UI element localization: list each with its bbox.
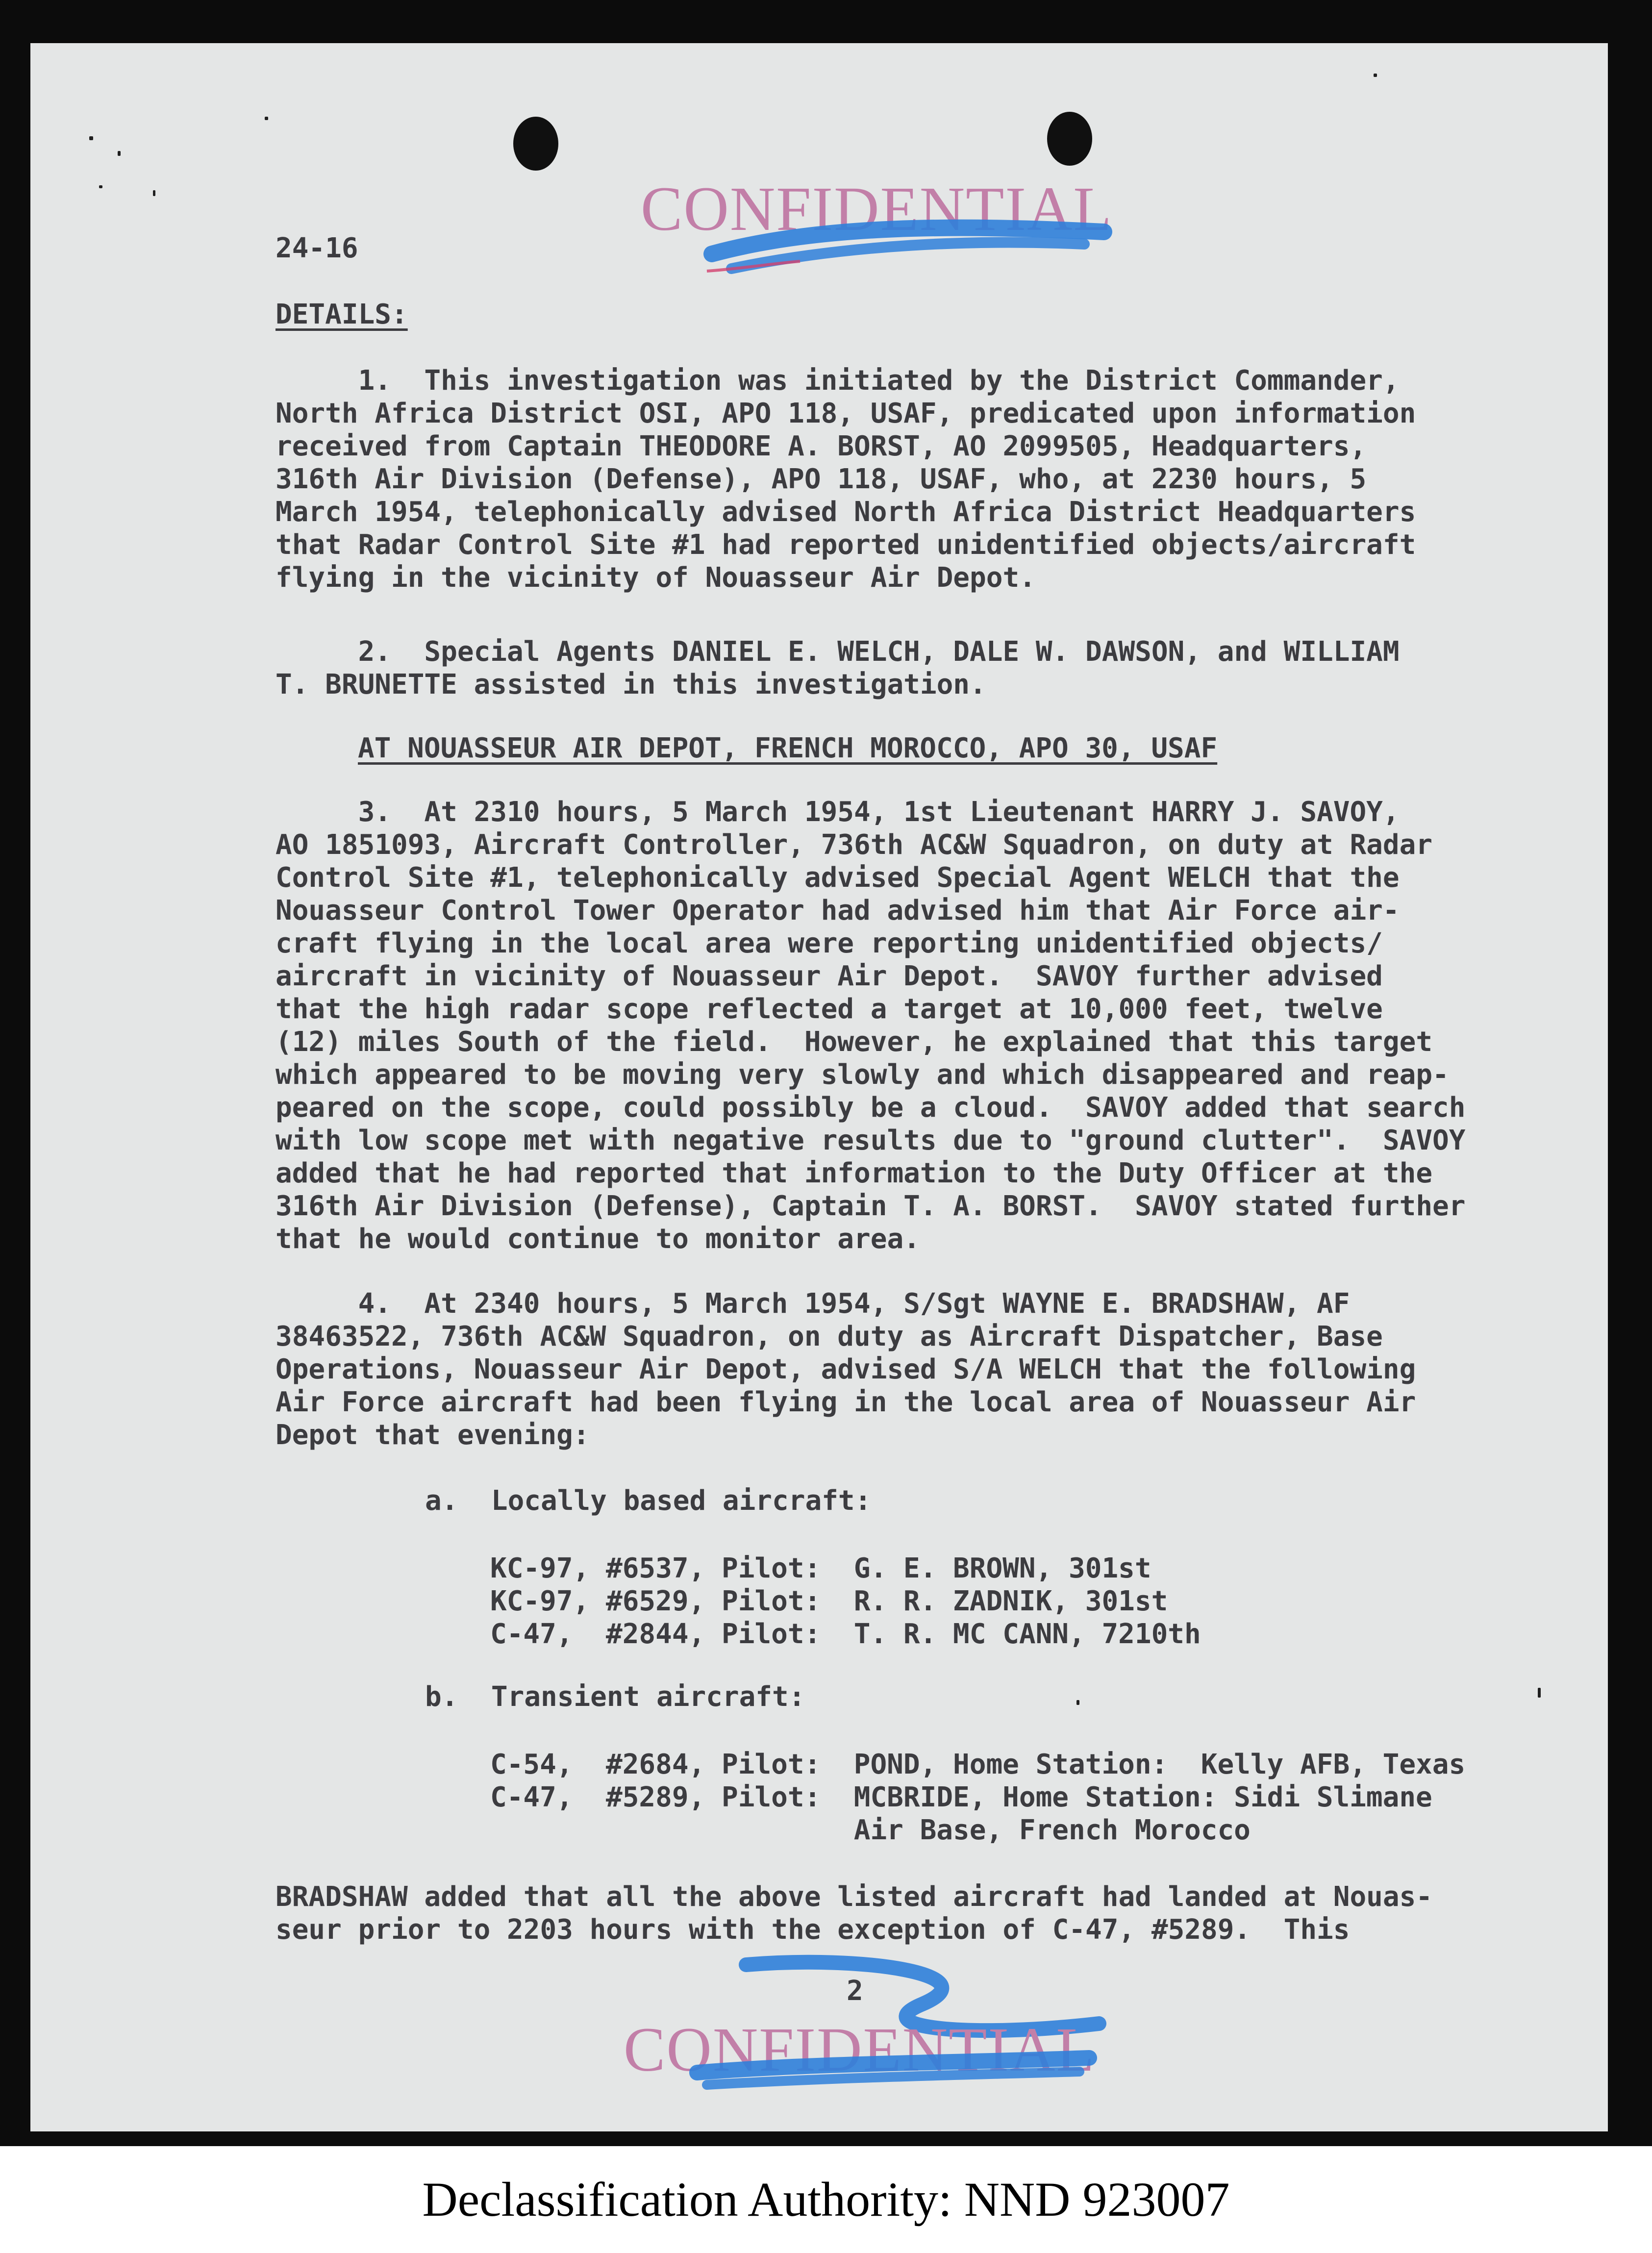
- text-line: Air Force aircraft had been flying in the local area of Nouasseur Air: [275, 1386, 1416, 1418]
- text-line: craft flying in the local area were reporting unidentified objects/: [275, 927, 1383, 959]
- section-heading: [358, 732, 1217, 765]
- scan-speck: [265, 117, 268, 120]
- text-line: aircraft in vicinity of Nouasseur Air Depot. SAVOY further advised: [275, 960, 1383, 992]
- text-line: BRADSHAW added that all the above listed aircraft had landed at Nouas-: [275, 1881, 1433, 1913]
- text-line: 316th Air Division (Defense), APO 118, USAF, who, at 2230 hours, 5: [275, 463, 1367, 495]
- scan-speck: [1374, 74, 1377, 77]
- text-line: 38463522, 736th AC&W Squadron, on duty as Aircraft Dispatcher, Base: [275, 1321, 1383, 1352]
- text-line: 2. Special Agents DANIEL E. WELCH, DALE W. DAWSON, and WILLIAM: [275, 636, 1400, 668]
- text-line: with low scope met with negative results due to "ground clutter". SAVOY: [275, 1125, 1466, 1156]
- marker-strike-bottom: [687, 2043, 1128, 2102]
- scan-speck: [1076, 1700, 1079, 1705]
- details-heading: [275, 298, 408, 331]
- text-line: that Radar Control Site #1 had reported unidentified objects/aircraft: [275, 529, 1416, 561]
- text-line: which appeared to be moving very slowly and which disappeared and reap-: [275, 1059, 1449, 1091]
- text-line: flying in the vicinity of Nouasseur Air Depot.: [275, 562, 1036, 594]
- text-line: that the high radar scope reflected a target at 10,000 feet, twelve: [275, 993, 1383, 1025]
- list-item: C-47, #2844, Pilot: T. R. MC CANN, 7210th: [490, 1618, 1201, 1650]
- text-line: Nouasseur Control Tower Operator had advised him that Air Force air-: [275, 895, 1400, 926]
- text-line: that he would continue to monitor area.: [275, 1223, 920, 1255]
- scan-speck: [89, 136, 93, 140]
- scan-speck: [1538, 1688, 1541, 1698]
- text-line: 1. This investigation was initiated by the District Commander,: [275, 365, 1400, 397]
- list-item: KC-97, #6529, Pilot: R. R. ZADNIK, 301st: [490, 1585, 1168, 1617]
- document-page: [30, 43, 1608, 2131]
- text-line: peared on the scope, could possibly be a cloud. SAVOY added that search: [275, 1092, 1466, 1124]
- section-heading-text: AT NOUASSEUR AIR DEPOT, FRENCH MOROCCO, APO 30, USAF: [358, 732, 1218, 764]
- text-line: 316th Air Division (Defense), Captain T. A. BORST. SAVOY stated further: [275, 1190, 1466, 1222]
- punch-hole-right: [1047, 112, 1092, 166]
- scan-speck: [99, 185, 102, 188]
- list-label: b. Transient aircraft:: [425, 1681, 805, 1713]
- confidential-stamp-top: CONFIDENTIAL: [641, 174, 1113, 244]
- scan-speck: [118, 151, 121, 156]
- list-label: a. Locally based aircraft:: [425, 1485, 872, 1517]
- text-line: 3. At 2310 hours, 5 March 1954, 1st Lieutenant HARRY J. SAVOY,: [275, 796, 1400, 828]
- declassification-caption: Declassification Authority: NND 923007: [0, 2146, 1652, 2253]
- confidential-stamp-bottom: CONFIDENTIAL: [624, 2015, 1096, 2084]
- text-line: 4. At 2340 hours, 5 March 1954, S/Sgt WAYNE E. BRADSHAW, AF: [275, 1288, 1350, 1320]
- text-line: AO 1851093, Aircraft Controller, 736th AC&W Squadron, on duty at Radar: [275, 829, 1433, 861]
- page-number: 2: [847, 1975, 863, 2007]
- file-number: 24-16: [275, 232, 358, 264]
- text-line: Depot that evening:: [275, 1419, 590, 1451]
- text-line: North Africa District OSI, APO 118, USAF, predicated upon information: [275, 398, 1416, 429]
- text-line: T. BRUNETTE assisted in this investigation.: [275, 669, 986, 701]
- list-item: C-54, #2684, Pilot: POND, Home Station: Kelly AFB, Texas: [490, 1749, 1466, 1780]
- marker-strike-top: [702, 190, 1143, 278]
- scan-speck: [153, 190, 155, 196]
- list-item: C-47, #5289, Pilot: MCBRIDE, Home Station: Sidi Slimane: [490, 1781, 1432, 1813]
- text-line: seur prior to 2203 hours with the exception of C-47, #5289. This: [275, 1914, 1350, 1946]
- text-line: (12) miles South of the field. However, he explained that this target: [275, 1026, 1433, 1058]
- details-heading-text: DETAILS:: [275, 299, 408, 330]
- list-item: Air Base, French Morocco: [490, 1814, 1251, 1846]
- text-line: Operations, Nouasseur Air Depot, advised S/A WELCH that the following: [275, 1353, 1416, 1385]
- text-line: March 1954, telephonically advised North Africa District Headquarters: [275, 496, 1416, 528]
- text-line: received from Captain THEODORE A. BORST, AO 2099505, Headquarters,: [275, 430, 1367, 462]
- text-line: added that he had reported that information to the Duty Officer at the: [275, 1157, 1433, 1189]
- list-item: KC-97, #6537, Pilot: G. E. BROWN, 301st: [490, 1552, 1151, 1584]
- text-line: Control Site #1, telephonically advised Special Agent WELCH that the: [275, 862, 1400, 894]
- punch-hole-left: [513, 117, 558, 171]
